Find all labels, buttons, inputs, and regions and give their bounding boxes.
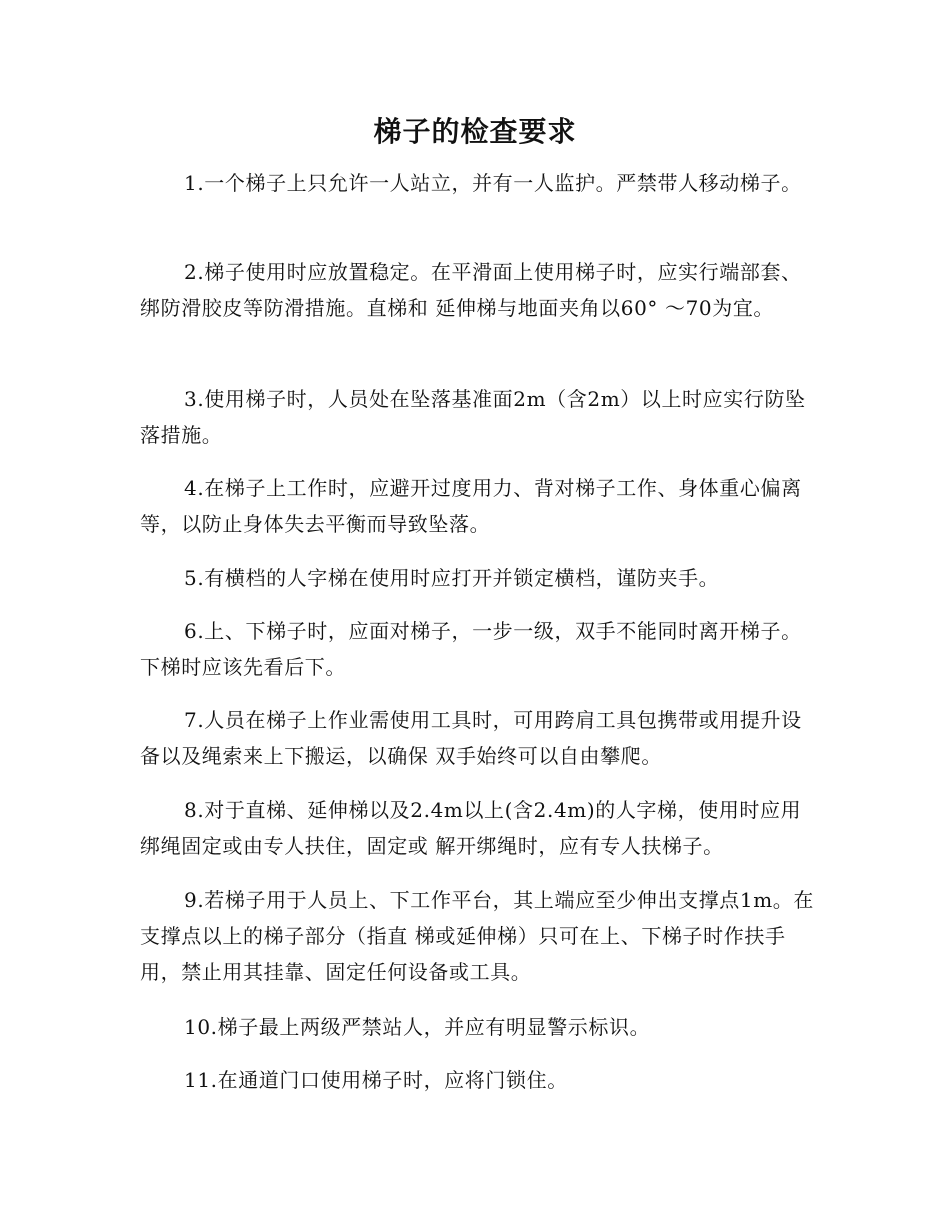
paragraph-2: 2.梯子使用时应放置稳定。在平滑面上使用梯子时，应实行端部套、绑防滑胶皮等防滑措施。直梯和 延伸梯与地面夹角以60° ～70为宜。 (140, 260, 802, 320)
document-title: 梯子的检查要求 (373, 115, 577, 148)
paragraph-9: 9.若梯子用于人员上、下工作平台，其上端应至少伸出支撑点1m。在支撑点以上的梯子部分（指直 梯或延伸梯）只可在上、下梯子时作扶手用，禁止用其挂靠、固定任何设备或工具。 (140, 888, 814, 984)
paragraph-11: 11.在通道门口使用梯子时，应将门锁住。 (184, 1068, 568, 1092)
paragraph-8: 8.对于直梯、延伸梯以及2.4m以上(含2.4m)的人字梯，使用时应用绑绳固定或由专人扶住，固定或 解开绑绳时，应有专人扶梯子。 (140, 798, 802, 858)
paragraph-1: 1.一个梯子上只允许一人站立，并有一人监护。严禁带人移动梯子。 (184, 171, 802, 195)
paragraph-4: 4.在梯子上工作时，应避开过度用力、背对梯子工作、身体重心偏离等，以防止身体失去平衡而导致坠落。 (140, 476, 802, 536)
paragraph-3: 3.使用梯子时，人员处在坠落基准面2m（含2m）以上时应实行防坠落措施。 (140, 387, 806, 447)
paragraph-10: 10.梯子最上两级严禁站人，并应有明显警示标识。 (184, 1015, 651, 1039)
paragraph-5: 5.有横档的人字梯在使用时应打开并锁定横档，谨防夹手。 (184, 566, 720, 590)
paragraph-7: 7.人员在梯子上作业需使用工具时，可用跨肩工具包携带或用提升设备以及绳索来上下搬运，以确保 双手始终可以自由攀爬。 (140, 708, 802, 768)
paragraph-6: 6.上、下梯子时，应面对梯子，一步一级，双手不能同时离开梯子。下梯时应该先看后下。 (140, 619, 802, 679)
